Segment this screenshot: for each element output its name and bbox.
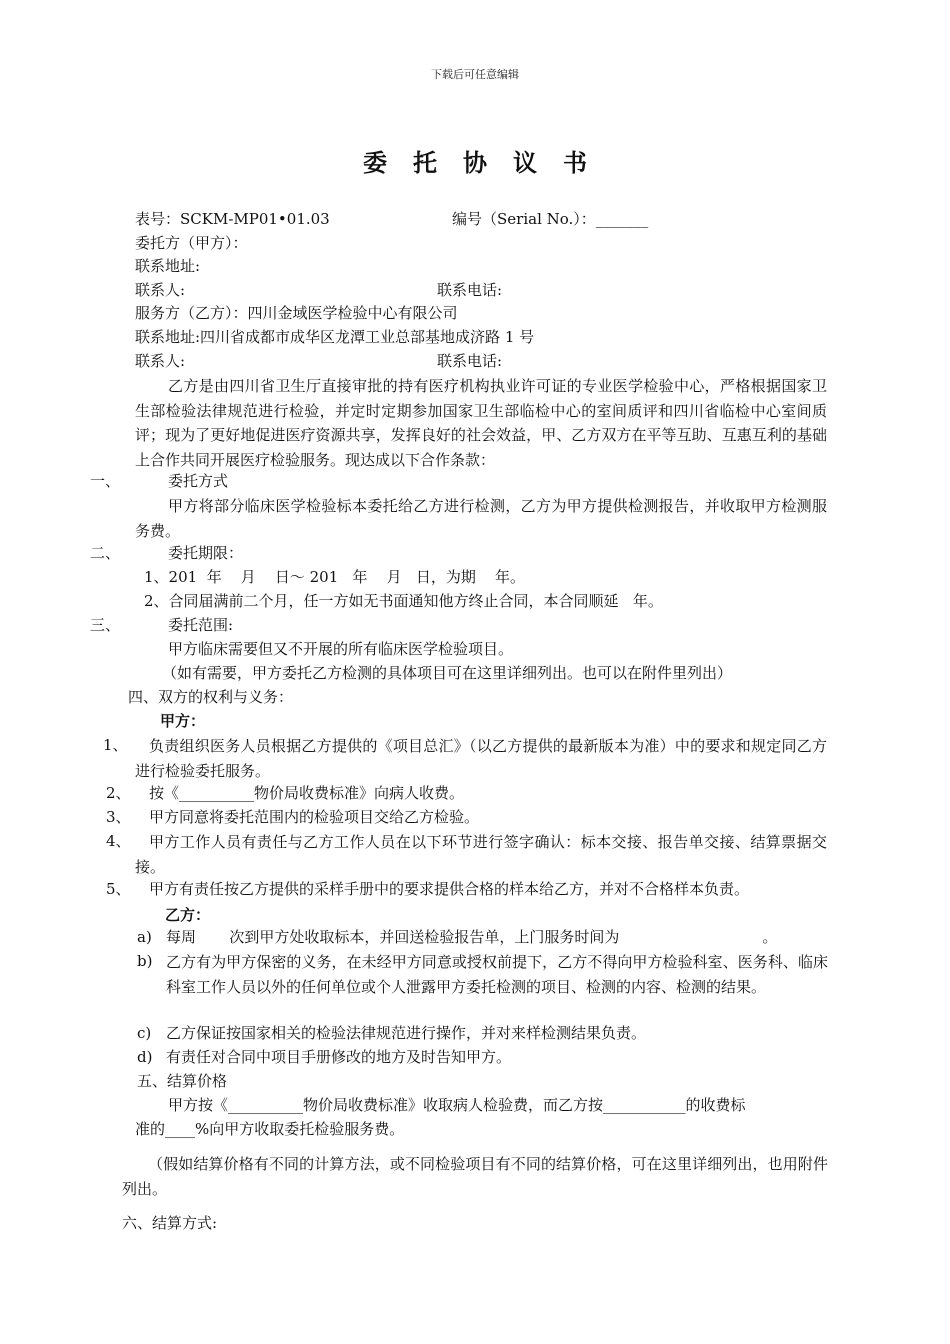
- a-item-2-text: 按《__________物价局收费标准》向病人收费。: [149, 784, 465, 802]
- section-3-text: 甲方临床需要但又不开展的所有临床医学检验项目。: [168, 640, 514, 658]
- party-a-heading: 甲方：: [160, 712, 206, 730]
- section-3-title: 委托范围:: [168, 616, 234, 634]
- a-item-3-number: 3、: [106, 808, 131, 826]
- section-1-number: 一、: [90, 472, 121, 490]
- provider-phone-label: 联系电话:: [437, 352, 503, 370]
- provider-address: 联系地址:四川省成都市成华区龙潭工业总部基地成济路 1 号: [135, 328, 535, 346]
- section-5-note: （假如结算价格有不同的计算方法，或不同检验项目有不同的结算价格，可在这里详细列出，也用附件列出。: [122, 1155, 828, 1198]
- a-item-1-text: 负责组织医务人员根据乙方提供的《项目总汇》（以乙方提供的最新版本为准）中的要求和规定同乙方进行检验委托服务。: [135, 737, 827, 780]
- section-5-line-1: 甲方按《__________物价局收费标准》收取病人检验费，而乙方按___________的收费标: [168, 1096, 746, 1114]
- b-item-d-number: d): [137, 1048, 153, 1066]
- client-contact-label: 联系人:: [135, 281, 186, 299]
- section-2-item-2: 2、合同届满前二个月，任一方如无书面通知他方终止合同，本合同顺延 年。: [144, 592, 663, 610]
- header-note: 下载后可任意编辑: [431, 68, 519, 81]
- section-2-number: 二、: [90, 544, 121, 562]
- client-address-label: 联系地址:: [135, 257, 201, 275]
- a-item-1-number: 1、: [103, 736, 128, 754]
- section-2-item-1: 1、201 年 月 日～ 201 年 月 日，为期 年。: [144, 568, 526, 586]
- section-5-line-2: 准的____%向甲方收取委托检验服务费。: [135, 1120, 405, 1138]
- section-5-title: 五、结算价格: [137, 1072, 228, 1090]
- client-label: 委托方（甲方）：: [135, 234, 248, 252]
- b-item-b-number: b): [137, 952, 153, 970]
- a-item-4-text: 甲方工作人员有责任与乙方工作人员在以下环节进行签字确认：标本交接、报告单交接、结算票据交接。: [135, 833, 827, 876]
- section-1-title: 委托方式: [168, 472, 229, 490]
- a-item-5-number: 5、: [106, 880, 131, 898]
- a-item-3-text: 甲方同意将委托范围内的检验项目交给乙方检验。: [149, 808, 480, 826]
- serial-number: 编号（Serial No.）：_______: [452, 210, 649, 228]
- a-item-5-text: 甲方有责任按乙方提供的采样手册中的要求提供合格的样本给乙方，并对不合格样本负责。: [149, 880, 750, 898]
- b-item-c-number: c): [137, 1024, 152, 1042]
- document-title: 委托协议书: [363, 148, 613, 177]
- a-item-2-number: 2、: [106, 784, 131, 802]
- section-5-blank-1: __________: [228, 1096, 304, 1114]
- a-item-2-blank: __________: [179, 784, 255, 802]
- section-3-note: （如有需要，甲方委托乙方检测的具体项目可在这里详细列出。也可以在附件里列出）: [162, 664, 733, 682]
- b-item-a-text: 每周 次到甲方处收取标本，并回送检验报告单，上门服务时间为 。: [166, 928, 778, 946]
- section-1-text: 甲方将部分临床医学检验标本委托给乙方进行检测，乙方为甲方提供检测报告，并收取甲方检测服务费。: [135, 497, 827, 540]
- intro-paragraph: 乙方是由四川省卫生厅直接审批的持有医疗机构执业许可证的专业医学检验中心，严格根据国家卫生部检验法律规范进行检验，并定时定期参加国家卫生部临检中心的室间质评和四川省临检中心室间质评；现为了更好地促进医疗资源共享，发挥良好的社会效益，甲、乙方双方在平等互助、互惠互利的基础上合作共同开展医疗检验服务。现达成以下合作条款：: [135, 377, 827, 469]
- section-5-blank-3: ____%: [165, 1120, 210, 1138]
- section-5-blank-2: ___________: [603, 1096, 686, 1114]
- b-item-d-text: 有责任对合同中项目手册修改的地方及时告知甲方。: [166, 1048, 512, 1066]
- section-6-title: 六、结算方式:: [122, 1214, 218, 1232]
- provider-contact-label: 联系人:: [135, 352, 186, 370]
- section-4-title: 四、双方的权利与义务：: [128, 688, 294, 706]
- party-b-heading: 乙方：: [165, 906, 211, 924]
- b-item-c-text: 乙方保证按国家相关的检验法律规范进行操作，并对来样检测结果负责。: [166, 1024, 647, 1042]
- b-item-a-number: a): [137, 928, 152, 946]
- provider-label: 服务方（乙方）：四川金域医学检验中心有限公司: [135, 304, 458, 322]
- section-2-title: 委托期限：: [168, 544, 244, 562]
- form-number: 表号：SCKM-MP01•01.03: [135, 210, 330, 228]
- client-phone-label: 联系电话:: [437, 281, 503, 299]
- section-3-number: 三、: [90, 616, 121, 634]
- b-item-b-text: 乙方有为甲方保密的义务，在未经甲方同意或授权前提下，乙方不得向甲方检验科室、医务科、临床科室工作人员以外的任何单位或个人泄露甲方委托检测的项目、检测的内容、检测的结果。: [166, 953, 828, 996]
- a-item-4-number: 4、: [106, 832, 131, 850]
